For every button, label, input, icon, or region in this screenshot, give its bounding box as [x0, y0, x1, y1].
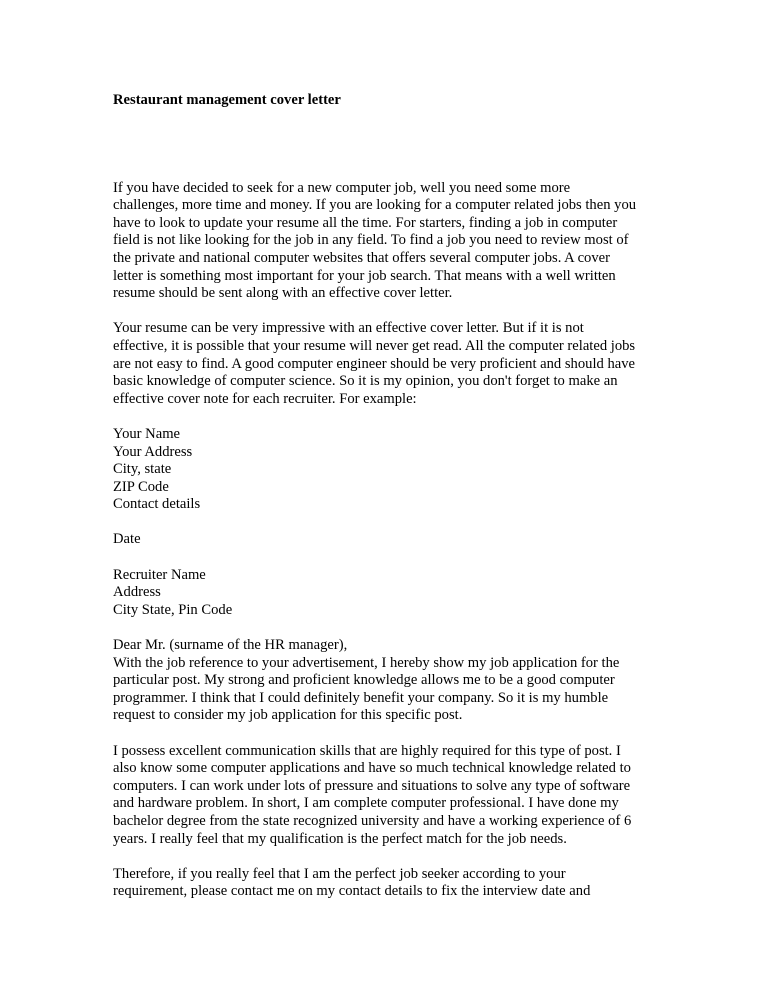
text-line: programmer. I think that I could definitely benefit your company. So it is my humble	[113, 689, 609, 706]
text-line: computers. I can work under lots of pressure and situations to solve any type of software	[113, 777, 631, 794]
text-line: If you have decided to seek for a new computer job, well you need some more	[113, 179, 571, 196]
text-line: Your Name	[113, 425, 181, 442]
title-spacer	[113, 110, 673, 180]
text-line: effective, it is possible that your resume will never get read. All the computer related jobs	[113, 337, 636, 354]
text-line: request to consider my job application for this specific post.	[113, 707, 463, 724]
text-line: bachelor degree from the state recognized university and have a working experience of 6	[113, 812, 632, 829]
text-line: years. I really feel that my qualification is the perfect match for the job needs.	[113, 830, 567, 847]
text-line: Address	[113, 584, 161, 601]
text-line: City State, Pin Code	[113, 601, 233, 618]
text-line: Your resume can be very impressive with an effective cover letter. But if it is not	[113, 320, 584, 337]
text-line: With the job reference to your advertisement, I hereby show my job application for the	[113, 654, 620, 671]
text-line: Contact details	[113, 496, 201, 513]
text-line: and hardware problem. In short, I am complete computer professional. I have done my	[113, 795, 619, 812]
text-line: particular post. My strong and proficient knowledge allows me to be a good computer	[113, 672, 615, 689]
text-line: the private and national computer websites that offers several computer jobs. A cover	[113, 249, 610, 266]
text-line: basic knowledge of computer science. So it is my opinion, you don't forget to make an	[113, 373, 618, 390]
text-line: are not easy to find. A good computer engineer should be very proficient and should have	[113, 355, 635, 372]
paragraph	[113, 637, 673, 725]
paragraph	[113, 531, 673, 549]
text-line: City, state	[113, 461, 172, 478]
text-line: Therefore, if you really feel that I am the perfect job seeker according to your	[113, 865, 566, 882]
text-line: Date	[113, 531, 141, 548]
paragraph	[113, 180, 673, 303]
text-line: I possess excellent communication skills that are highly required for this type of post. I	[113, 742, 621, 759]
paragraph	[113, 567, 673, 620]
paragraph	[113, 743, 673, 849]
document-title: Restaurant management cover letter	[113, 92, 341, 108]
text-line: Your Address	[113, 443, 193, 460]
text-line: have to look to update your resume all the time. For starters, finding a job in computer	[113, 214, 618, 231]
text-line: letter is something most important for your job search. That means with a well written	[113, 267, 616, 284]
text-line: Dear Mr. (surname of the HR manager),	[113, 637, 348, 654]
paragraph	[113, 866, 673, 901]
paragraph	[113, 320, 673, 408]
text-line: Recruiter Name	[113, 566, 206, 583]
text-line: challenges, more time and money. If you are looking for a computer related jobs then you	[113, 197, 637, 214]
text-line: effective cover note for each recruiter. For example:	[113, 390, 417, 407]
text-line: resume should be sent along with an effective cover letter.	[113, 285, 453, 302]
text-line: also know some computer applications and have so much technical knowledge related to	[113, 760, 631, 777]
text-line: ZIP Code	[113, 478, 169, 495]
document-body	[113, 180, 673, 901]
text-line: requirement, please contact me on my contact details to fix the interview date and	[113, 883, 591, 900]
document-page	[113, 92, 673, 919]
text-line: field is not like looking for the job in any field. To find a job you need to review most of	[113, 232, 629, 249]
paragraph	[113, 426, 673, 514]
